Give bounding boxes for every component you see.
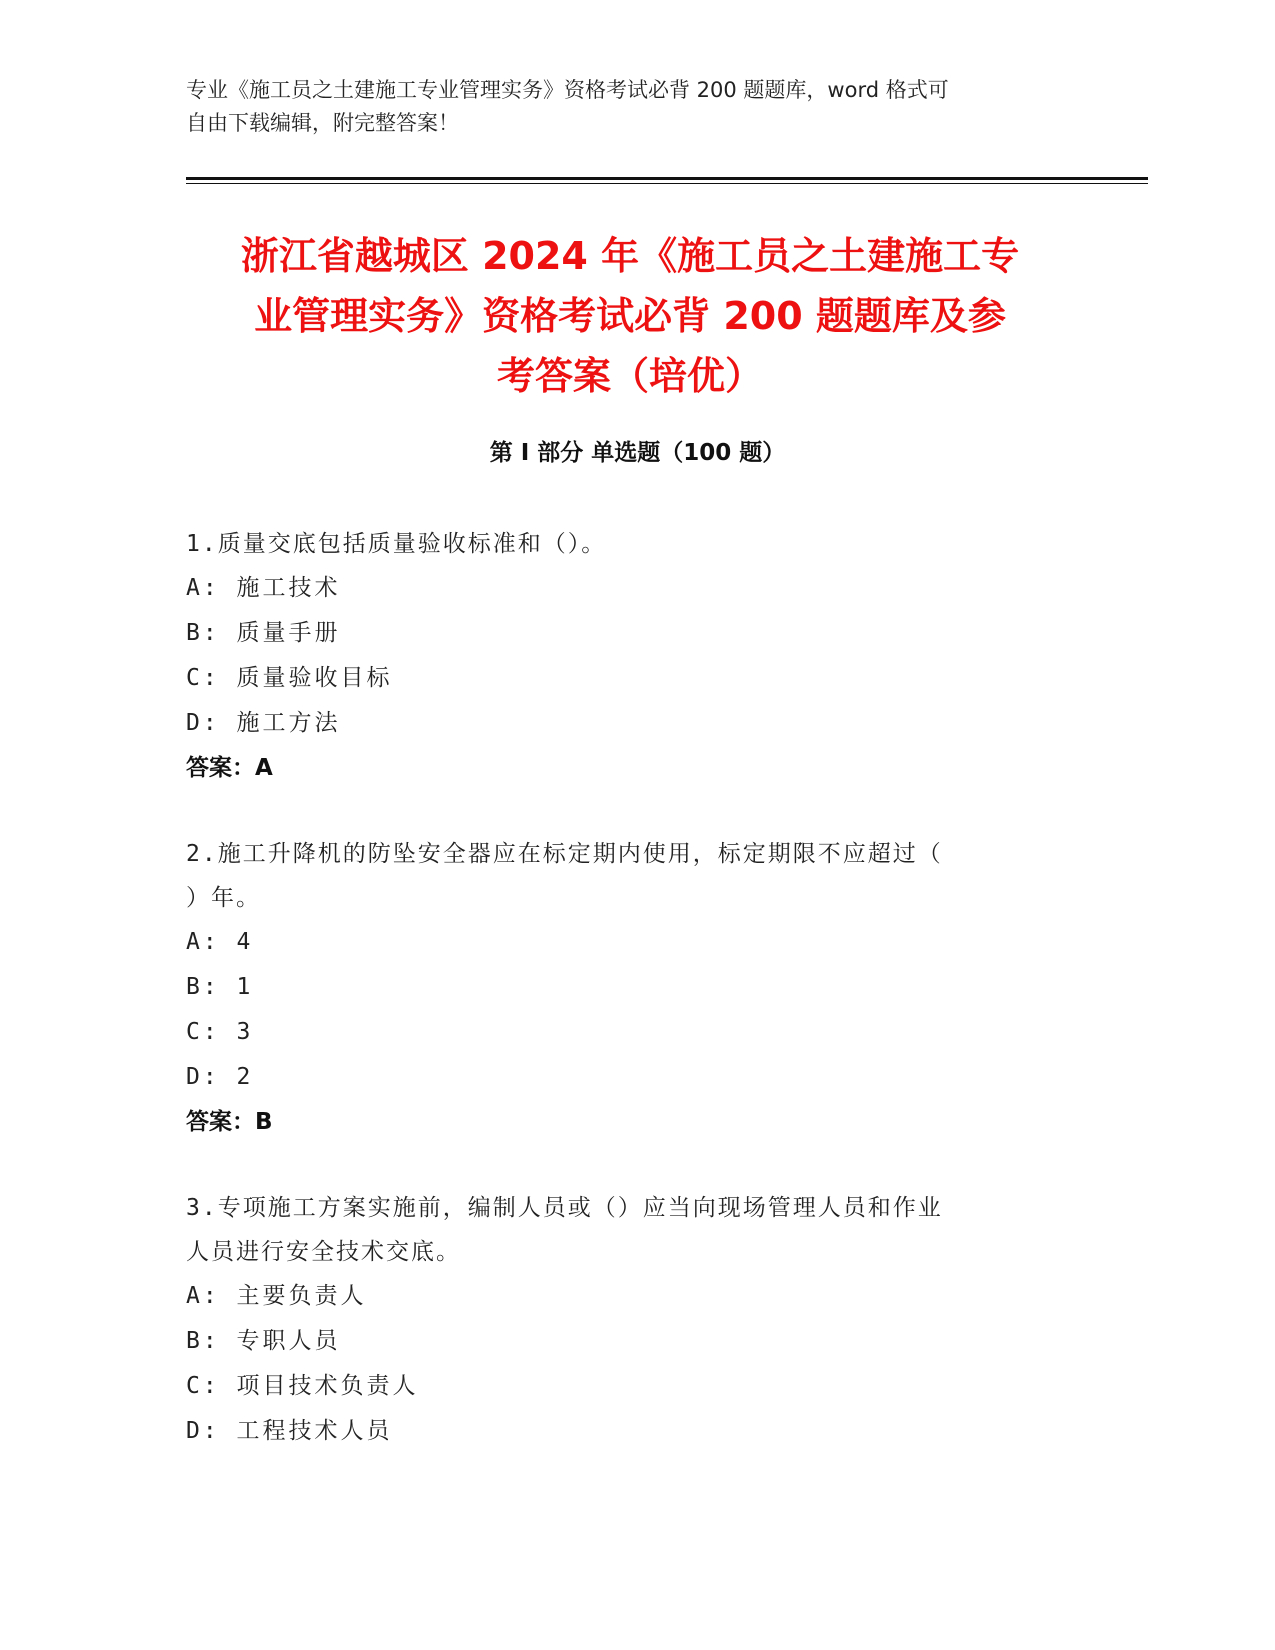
option-b: B: 专职人员 — [186, 1328, 341, 1354]
header-divider-thick — [186, 177, 1148, 180]
question-stem-line-1: 3.专项施工方案实施前，编制人员或（）应当向现场管理人员和作业 — [186, 1195, 943, 1221]
question-list — [186, 522, 1066, 1495]
option-a: A: 4 — [186, 929, 254, 955]
header-note-line-2: 自由下载编辑，附完整答案！ — [186, 111, 459, 135]
question-2 — [186, 832, 1066, 1145]
answer: 答案：A — [186, 755, 273, 781]
document-title — [170, 226, 1090, 406]
question-1 — [186, 522, 1066, 791]
question-stem-line-2: ）年。 — [186, 885, 261, 911]
header-note — [186, 74, 1086, 140]
header-note-line-1: 专业《施工员之土建施工专业管理实务》资格考试必背 200 题题库，word 格式可 — [186, 78, 949, 102]
answer: 答案：B — [186, 1109, 273, 1135]
document-title-line-3: 考答案（培优） — [496, 354, 763, 398]
question-stem-line-1: 2.施工升降机的防坠安全器应在标定期内使用，标定期限不应超过（ — [186, 841, 943, 867]
option-c: C: 项目技术负责人 — [186, 1373, 419, 1399]
option-a: A: 施工技术 — [186, 575, 341, 601]
option-a: A: 主要负责人 — [186, 1283, 367, 1309]
question-stem: 1.质量交底包括质量验收标准和（）。 — [186, 531, 607, 557]
document-title-line-2: 业管理实务》资格考试必背 200 题题库及参 — [254, 294, 1006, 338]
option-d: D: 2 — [186, 1064, 254, 1090]
option-b: B: 质量手册 — [186, 620, 341, 646]
option-d: D: 工程技术人员 — [186, 1418, 393, 1444]
section-title: 第 I 部分 单选题（100 题） — [489, 440, 786, 466]
option-b: B: 1 — [186, 974, 254, 1000]
option-c: C: 3 — [186, 1019, 254, 1045]
question-3 — [186, 1186, 1066, 1454]
header-divider-thin — [186, 183, 1148, 184]
document-title-line-1: 浙江省越城区 2024 年《施工员之土建施工专 — [240, 234, 1020, 278]
option-c: C: 质量验收目标 — [186, 665, 393, 691]
option-d: D: 施工方法 — [186, 710, 341, 736]
question-stem-line-2: 人员进行安全技术交底。 — [186, 1239, 461, 1265]
